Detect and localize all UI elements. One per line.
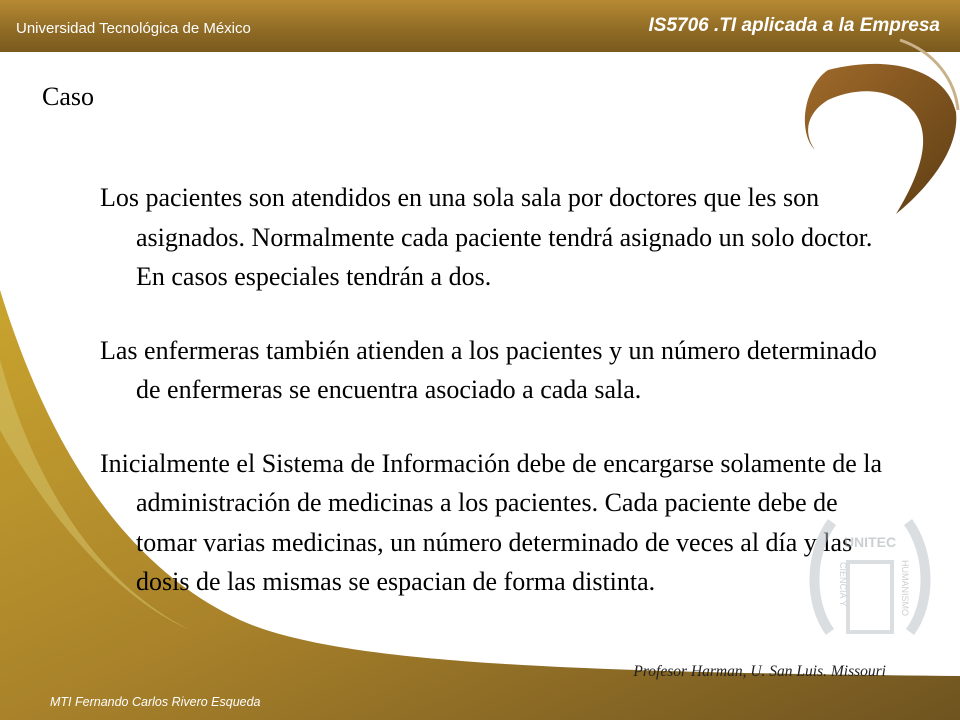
paragraph-nurses: Las enfermeras también atienden a los pacientes y un número determinado de enfermeras se encuentra asociado a cada sala. [100, 335, 877, 404]
slide-title: Caso [42, 82, 94, 111]
unitec-logo [790, 492, 950, 682]
university-name: Universidad Tecnológica de México [16, 20, 251, 37]
professor-credit: Profesor Harman, U. San Luis. Missouri [633, 663, 886, 680]
logo-motto-right: HUMANISMO [900, 560, 910, 616]
course-title: IS5706 .TI aplicada a la Empresa [648, 15, 940, 36]
logo-motto-left: CIENCIA Y [838, 562, 848, 607]
paragraph-doctors: Los pacientes son atendidos en una sola sala por doctores que les son asignados. Normalmente cada paciente tendrá asignado un solo doctor. En casos especiales tendrán a dos. [100, 183, 873, 291]
author-name: MTI Fernando Carlos Rivero Esqueda [50, 695, 261, 709]
slide-body [100, 178, 890, 636]
paragraph-medicines: Inicialmente el Sistema de Información debe de encargarse solamente de la administración de medicinas a los pacientes. Cada paciente debe de tomar varias medicinas, un número determinado de veces al día y las dosis de las mismas se espacian de forma distinta. [100, 448, 883, 596]
logo-brand: UNITEC [843, 534, 897, 550]
